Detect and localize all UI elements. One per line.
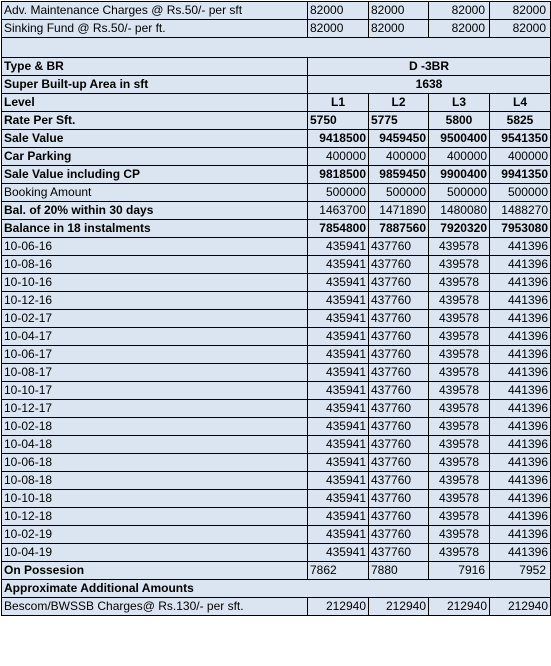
row-label: Bescom/BWSSB Charges@ Rs.130/- per sft.: [2, 598, 308, 616]
table-row: [2, 292, 551, 310]
row-label: Bal. of 20% within 30 days: [2, 202, 308, 220]
cell-value: 439578: [429, 490, 490, 508]
instalment-date: 10-08-17: [2, 364, 308, 382]
cell-value: 439578: [429, 400, 490, 418]
cell-value: 439578: [429, 436, 490, 454]
row-label: Balance in 18 instalments: [2, 220, 308, 238]
instalment-date: 10-06-18: [2, 454, 308, 472]
row-label: Adv. Maintenance Charges @ Rs.50/- per sft: [2, 2, 308, 20]
cell-value: 437760: [369, 382, 429, 400]
cell-value: 1488270: [490, 202, 551, 220]
cell-value: 439578: [429, 508, 490, 526]
cell-value: 437760: [369, 490, 429, 508]
cell-value: 441396: [490, 526, 551, 544]
cell-value: 437760: [369, 274, 429, 292]
instalment-date: 10-10-16: [2, 274, 308, 292]
cell-value: 212940: [490, 598, 551, 616]
table-row: [2, 400, 551, 418]
spacer-row: [2, 38, 551, 58]
cell-value: 435941: [308, 400, 369, 418]
cell-value: 439578: [429, 544, 490, 562]
instalment-date: 10-04-19: [2, 544, 308, 562]
table-row: [2, 490, 551, 508]
instalment-date: 10-04-17: [2, 328, 308, 346]
cell-value: 212940: [369, 598, 429, 616]
table-row: [2, 472, 551, 490]
area-value: 1638: [308, 76, 551, 94]
cell-value: 439578: [429, 292, 490, 310]
cell-value: 82000: [369, 20, 429, 38]
cell-value: 441396: [490, 508, 551, 526]
cell-value: 82000: [308, 2, 369, 20]
row-label: Sale Value: [2, 130, 308, 148]
cell-value: 5825: [490, 112, 551, 130]
table-row: [2, 310, 551, 328]
cell-value: 437760: [369, 454, 429, 472]
cell-value: 435941: [308, 256, 369, 274]
cell-value: 435941: [308, 328, 369, 346]
cell-value: 212940: [429, 598, 490, 616]
instalment-date: 10-12-18: [2, 508, 308, 526]
row-label: Rate Per Sft.: [2, 112, 308, 130]
cell-value: 9541350: [490, 130, 551, 148]
cell-value: 435941: [308, 436, 369, 454]
instalment-date: 10-10-18: [2, 490, 308, 508]
cell-value: 439578: [429, 256, 490, 274]
cell-value: 437760: [369, 508, 429, 526]
cell-value: 82000: [490, 20, 551, 38]
cell-value: 9418500: [308, 130, 369, 148]
cell-value: 1471890: [369, 202, 429, 220]
cell-value: 5775: [369, 112, 429, 130]
cell-value: 439578: [429, 526, 490, 544]
level-header: L3: [429, 94, 490, 112]
spacer-cell: [2, 38, 551, 58]
cell-value: 441396: [490, 256, 551, 274]
cell-value: 439578: [429, 364, 490, 382]
table-row: [2, 346, 551, 364]
table-row: [2, 274, 551, 292]
instalment-date: 10-02-19: [2, 526, 308, 544]
table-row: [2, 544, 551, 562]
cell-value: 437760: [369, 418, 429, 436]
cell-value: 435941: [308, 310, 369, 328]
table-row: [2, 454, 551, 472]
table-row: [2, 20, 551, 38]
cell-value: 9818500: [308, 166, 369, 184]
cell-value: 500000: [369, 184, 429, 202]
cell-value: 435941: [308, 346, 369, 364]
cell-value: 441396: [490, 472, 551, 490]
row-label: Level: [2, 94, 308, 112]
level-header: L1: [308, 94, 369, 112]
table-row: [2, 436, 551, 454]
cell-value: 437760: [369, 526, 429, 544]
type-value: D -3BR: [308, 58, 551, 76]
cell-value: 435941: [308, 382, 369, 400]
instalment-date: 10-08-16: [2, 256, 308, 274]
cell-value: 441396: [490, 544, 551, 562]
cell-value: 82000: [308, 20, 369, 38]
section-label: Approximate Additional Amounts: [2, 580, 551, 598]
cell-value: 441396: [490, 490, 551, 508]
cell-value: 500000: [429, 184, 490, 202]
table-row: [2, 382, 551, 400]
cell-value: 435941: [308, 490, 369, 508]
instalment-date: 10-08-18: [2, 472, 308, 490]
cell-value: 7920320: [429, 220, 490, 238]
table-row: [2, 238, 551, 256]
cell-value: 5750: [308, 112, 369, 130]
cell-value: 437760: [369, 544, 429, 562]
cell-value: 82000: [429, 20, 490, 38]
cell-value: 441396: [490, 418, 551, 436]
cell-value: 9459450: [369, 130, 429, 148]
cell-value: 5800: [429, 112, 490, 130]
table-row: [2, 220, 551, 238]
cell-value: 437760: [369, 472, 429, 490]
table-row: [2, 364, 551, 382]
cell-value: 439578: [429, 310, 490, 328]
table-row: [2, 58, 551, 76]
cell-value: 439578: [429, 274, 490, 292]
instalment-date: 10-02-17: [2, 310, 308, 328]
cell-value: 437760: [369, 364, 429, 382]
cell-value: 435941: [308, 508, 369, 526]
table-row: [2, 598, 551, 616]
instalment-date: 10-10-17: [2, 382, 308, 400]
cell-value: 7887560: [369, 220, 429, 238]
table-row: [2, 112, 551, 130]
cell-value: 400000: [308, 148, 369, 166]
table-row: [2, 148, 551, 166]
table-row: [2, 256, 551, 274]
table-row: [2, 418, 551, 436]
table-row: [2, 94, 551, 112]
cell-value: 400000: [429, 148, 490, 166]
cell-value: 441396: [490, 436, 551, 454]
cell-value: 500000: [490, 184, 551, 202]
row-label: On Possesion: [2, 562, 308, 580]
instalment-date: 10-04-18: [2, 436, 308, 454]
cell-value: 1480080: [429, 202, 490, 220]
cell-value: 435941: [308, 454, 369, 472]
cell-value: 437760: [369, 328, 429, 346]
cell-value: 439578: [429, 346, 490, 364]
instalment-date: 10-06-16: [2, 238, 308, 256]
row-label: Sinking Fund @ Rs.50/- per ft.: [2, 20, 308, 38]
cell-value: 435941: [308, 274, 369, 292]
cell-value: 7953080: [490, 220, 551, 238]
cell-value: 441396: [490, 400, 551, 418]
cell-value: 439578: [429, 382, 490, 400]
cell-value: 441396: [490, 382, 551, 400]
cell-value: 7952: [490, 562, 551, 580]
cell-value: 437760: [369, 400, 429, 418]
cell-value: 441396: [490, 328, 551, 346]
cell-value: 441396: [490, 238, 551, 256]
cell-value: 441396: [490, 292, 551, 310]
cell-value: 435941: [308, 364, 369, 382]
cell-value: 439578: [429, 238, 490, 256]
level-header: L4: [490, 94, 551, 112]
cell-value: 441396: [490, 274, 551, 292]
row-label: Type & BR: [2, 58, 308, 76]
cell-value: 437760: [369, 310, 429, 328]
cell-value: 212940: [308, 598, 369, 616]
cell-value: 437760: [369, 292, 429, 310]
cell-value: 441396: [490, 346, 551, 364]
cell-value: 441396: [490, 310, 551, 328]
cell-value: 437760: [369, 238, 429, 256]
cell-value: 500000: [308, 184, 369, 202]
cell-value: 439578: [429, 418, 490, 436]
table-row: [2, 184, 551, 202]
cell-value: 439578: [429, 454, 490, 472]
cell-value: 437760: [369, 436, 429, 454]
instalment-date: 10-12-17: [2, 400, 308, 418]
table-row: [2, 562, 551, 580]
cell-value: 437760: [369, 256, 429, 274]
table-row: [2, 508, 551, 526]
cell-value: 9859450: [369, 166, 429, 184]
cell-value: 437760: [369, 346, 429, 364]
cell-value: 7916: [429, 562, 490, 580]
table-row: [2, 328, 551, 346]
instalment-date: 10-02-18: [2, 418, 308, 436]
instalment-rows: [2, 238, 551, 562]
cell-value: 7854800: [308, 220, 369, 238]
cell-value: 9500400: [429, 130, 490, 148]
row-label: Super Built-up Area in sft: [2, 76, 308, 94]
row-label: Car Parking: [2, 148, 308, 166]
cell-value: 435941: [308, 292, 369, 310]
table-row: [2, 166, 551, 184]
level-header: L2: [369, 94, 429, 112]
cell-value: 7862: [308, 562, 369, 580]
cell-value: 1463700: [308, 202, 369, 220]
price-schedule-table: [1, 1, 551, 616]
cell-value: 7880: [369, 562, 429, 580]
table-row: [2, 2, 551, 20]
instalment-date: 10-06-17: [2, 346, 308, 364]
table-row: [2, 130, 551, 148]
cell-value: 82000: [490, 2, 551, 20]
row-label: Sale Value including CP: [2, 166, 308, 184]
cell-value: 439578: [429, 472, 490, 490]
cell-value: 435941: [308, 238, 369, 256]
cell-value: 400000: [369, 148, 429, 166]
cell-value: 82000: [369, 2, 429, 20]
table-row: [2, 580, 551, 598]
cell-value: 435941: [308, 526, 369, 544]
cell-value: 435941: [308, 418, 369, 436]
cell-value: 9941350: [490, 166, 551, 184]
table-row: [2, 76, 551, 94]
cell-value: 441396: [490, 364, 551, 382]
table-row: [2, 202, 551, 220]
cell-value: 441396: [490, 454, 551, 472]
cell-value: 435941: [308, 544, 369, 562]
cell-value: 82000: [429, 2, 490, 20]
row-label: Booking Amount: [2, 184, 308, 202]
cell-value: 435941: [308, 472, 369, 490]
cell-value: 400000: [490, 148, 551, 166]
instalment-date: 10-12-16: [2, 292, 308, 310]
cell-value: 439578: [429, 328, 490, 346]
table-row: [2, 526, 551, 544]
cell-value: 9900400: [429, 166, 490, 184]
